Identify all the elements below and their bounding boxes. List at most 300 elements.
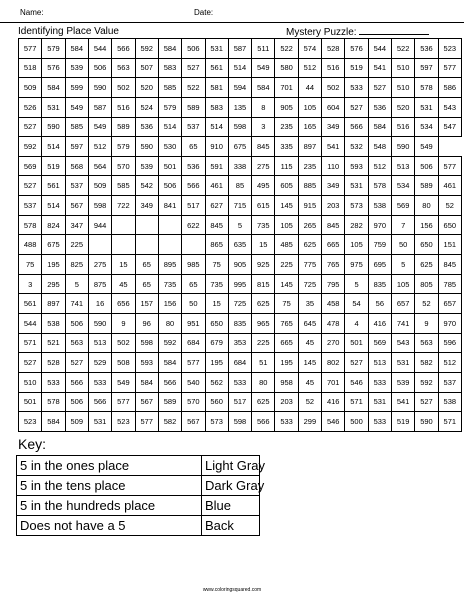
grid-cell[interactable]: 845 [438,255,461,275]
grid-cell[interactable]: 52 [298,392,321,412]
grid-cell[interactable]: 589 [158,392,181,412]
grid-cell[interactable]: 561 [42,176,65,196]
grid-cell[interactable]: 145 [275,274,298,294]
grid-cell[interactable]: 584 [158,353,181,373]
grid-cell[interactable]: 584 [42,412,65,432]
grid-cell[interactable]: 534 [415,117,438,137]
grid-cell[interactable]: 597 [415,58,438,78]
grid-cell[interactable]: 514 [228,58,251,78]
grid-cell[interactable]: 5 [392,255,415,275]
grid-cell[interactable]: 513 [392,156,415,176]
grid-cell[interactable]: 650 [438,215,461,235]
grid-cell[interactable]: 54 [345,294,368,314]
grid-cell[interactable]: 156 [415,215,438,235]
grid-cell[interactable]: 970 [438,313,461,333]
grid-cell[interactable]: 835 [368,274,391,294]
grid-cell[interactable] [135,235,158,255]
grid-cell[interactable]: 825 [65,255,88,275]
grid-cell[interactable]: 502 [322,78,345,98]
grid-cell[interactable]: 532 [345,137,368,157]
grid-cell[interactable]: 590 [88,78,111,98]
grid-cell[interactable]: 52 [438,196,461,216]
grid-cell[interactable]: 675 [228,137,251,157]
grid-cell[interactable]: 295 [42,274,65,294]
grid-cell[interactable]: 203 [275,392,298,412]
grid-cell[interactable]: 527 [19,353,42,373]
grid-cell[interactable]: 543 [392,333,415,353]
grid-cell[interactable]: 584 [158,39,181,59]
grid-cell[interactable]: 845 [252,137,275,157]
grid-cell[interactable]: 75 [205,255,228,275]
grid-cell[interactable]: 566 [158,372,181,392]
grid-cell[interactable]: 569 [392,196,415,216]
grid-cell[interactable]: 349 [322,117,345,137]
grid-cell[interactable]: 5 [228,215,251,235]
grid-cell[interactable]: 275 [252,156,275,176]
grid-cell[interactable]: 570 [112,156,135,176]
grid-cell[interactable]: 531 [88,412,111,432]
grid-cell[interactable]: 485 [275,235,298,255]
grid-cell[interactable] [112,215,135,235]
grid-cell[interactable]: 958 [275,372,298,392]
grid-cell[interactable]: 701 [322,372,345,392]
grid-cell[interactable]: 577 [182,353,205,373]
grid-cell[interactable]: 512 [298,58,321,78]
grid-cell[interactable]: 533 [88,372,111,392]
grid-cell[interactable]: 506 [65,392,88,412]
grid-cell[interactable]: 45 [298,333,321,353]
grid-cell[interactable]: 541 [368,58,391,78]
grid-cell[interactable]: 577 [438,156,461,176]
grid-cell[interactable]: 527 [19,176,42,196]
grid-cell[interactable]: 622 [182,215,205,235]
grid-cell[interactable]: 885 [298,176,321,196]
grid-cell[interactable]: 679 [205,333,228,353]
grid-cell[interactable]: 518 [19,58,42,78]
grid-cell[interactable]: 347 [65,215,88,235]
grid-cell[interactable]: 527 [65,353,88,373]
grid-cell[interactable]: 519 [42,156,65,176]
grid-cell[interactable]: 509 [65,412,88,432]
grid-cell[interactable]: 625 [252,294,275,314]
grid-cell[interactable]: 598 [135,333,158,353]
grid-cell[interactable]: 541 [322,137,345,157]
grid-cell[interactable]: 65 [182,137,205,157]
grid-cell[interactable]: 567 [182,412,205,432]
grid-cell[interactable]: 507 [135,58,158,78]
grid-cell[interactable]: 65 [182,274,205,294]
grid-cell[interactable]: 8 [252,97,275,117]
grid-cell[interactable]: 549 [65,97,88,117]
grid-cell[interactable]: 509 [88,176,111,196]
grid-cell[interactable]: 592 [415,372,438,392]
grid-cell[interactable]: 562 [205,372,228,392]
grid-cell[interactable]: 533 [42,372,65,392]
grid-cell[interactable]: 35 [298,294,321,314]
grid-cell[interactable]: 539 [65,58,88,78]
grid-cell[interactable]: 165 [298,117,321,137]
grid-cell[interactable]: 538 [42,313,65,333]
grid-cell[interactable]: 538 [438,392,461,412]
grid-cell[interactable]: 512 [438,353,461,373]
grid-cell[interactable]: 9 [415,313,438,333]
grid-cell[interactable]: 656 [112,294,135,314]
grid-cell[interactable]: 590 [392,137,415,157]
grid-cell[interactable]: 592 [158,333,181,353]
grid-cell[interactable]: 275 [88,255,111,275]
grid-cell[interactable]: 577 [19,39,42,59]
grid-cell[interactable]: 338 [228,156,251,176]
grid-cell[interactable]: 574 [298,39,321,59]
grid-cell[interactable]: 524 [135,97,158,117]
grid-cell[interactable]: 156 [158,294,181,314]
grid-cell[interactable]: 282 [345,215,368,235]
grid-cell[interactable] [88,235,111,255]
grid-cell[interactable]: 544 [88,39,111,59]
grid-cell[interactable]: 571 [438,412,461,432]
grid-cell[interactable]: 650 [415,235,438,255]
grid-cell[interactable]: 665 [322,235,345,255]
grid-cell[interactable]: 512 [368,156,391,176]
grid-cell[interactable]: 528 [42,353,65,373]
grid-cell[interactable]: 527 [345,97,368,117]
grid-cell[interactable]: 523 [438,39,461,59]
grid-cell[interactable]: 65 [135,274,158,294]
grid-cell[interactable]: 195 [275,353,298,373]
grid-cell[interactable]: 591 [205,156,228,176]
grid-cell[interactable]: 544 [19,313,42,333]
grid-cell[interactable]: 45 [298,372,321,392]
grid-cell[interactable]: 533 [368,372,391,392]
grid-cell[interactable]: 735 [158,274,181,294]
grid-cell[interactable]: 510 [19,372,42,392]
grid-cell[interactable]: 566 [345,117,368,137]
grid-cell[interactable]: 598 [228,117,251,137]
grid-cell[interactable]: 3 [19,274,42,294]
grid-cell[interactable]: 3 [252,117,275,137]
grid-cell[interactable]: 586 [438,78,461,98]
grid-cell[interactable]: 349 [135,196,158,216]
grid-cell[interactable]: 583 [158,58,181,78]
grid-cell[interactable]: 845 [322,215,345,235]
grid-cell[interactable]: 533 [368,412,391,432]
grid-cell[interactable]: 270 [322,333,345,353]
grid-cell[interactable]: 541 [392,392,415,412]
grid-cell[interactable]: 593 [345,156,368,176]
grid-cell[interactable]: 516 [392,117,415,137]
grid-cell[interactable]: 598 [88,196,111,216]
grid-cell[interactable]: 594 [228,78,251,98]
grid-cell[interactable]: 589 [415,176,438,196]
grid-cell[interactable]: 531 [392,353,415,373]
grid-cell[interactable]: 45 [112,274,135,294]
grid-cell[interactable]: 458 [322,294,345,314]
grid-cell[interactable]: 531 [345,176,368,196]
grid-cell[interactable]: 741 [392,313,415,333]
grid-cell[interactable]: 527 [345,353,368,373]
grid-cell[interactable]: 578 [368,176,391,196]
grid-cell[interactable]: 517 [182,196,205,216]
grid-cell[interactable]: 925 [252,255,275,275]
grid-cell[interactable]: 577 [112,392,135,412]
grid-cell[interactable]: 520 [392,97,415,117]
grid-cell[interactable]: 589 [112,117,135,137]
grid-cell[interactable]: 657 [392,294,415,314]
grid-cell[interactable]: 225 [275,255,298,275]
grid-cell[interactable]: 657 [438,294,461,314]
grid-cell[interactable]: 105 [392,274,415,294]
grid-cell[interactable]: 461 [438,176,461,196]
grid-cell[interactable]: 563 [112,58,135,78]
grid-cell[interactable]: 684 [182,333,205,353]
mystery-puzzle-blank[interactable] [359,26,429,35]
grid-cell[interactable]: 85 [228,176,251,196]
grid-cell[interactable]: 523 [112,412,135,432]
grid-cell[interactable]: 577 [135,412,158,432]
grid-cell[interactable]: 501 [19,392,42,412]
grid-cell[interactable]: 514 [158,117,181,137]
grid-cell[interactable]: 265 [298,215,321,235]
grid-cell[interactable]: 335 [275,137,298,157]
grid-cell[interactable]: 725 [298,274,321,294]
grid-cell[interactable] [112,235,135,255]
grid-cell[interactable]: 625 [415,255,438,275]
grid-cell[interactable]: 985 [182,255,205,275]
grid-cell[interactable]: 15 [252,235,275,255]
grid-cell[interactable]: 502 [112,78,135,98]
grid-cell[interactable]: 56 [368,294,391,314]
grid-cell[interactable]: 511 [252,39,275,59]
grid-cell[interactable]: 502 [112,333,135,353]
grid-cell[interactable]: 514 [42,137,65,157]
grid-cell[interactable]: 75 [19,255,42,275]
grid-cell[interactable]: 592 [135,39,158,59]
grid-cell[interactable]: 593 [135,353,158,373]
grid-cell[interactable]: 665 [275,333,298,353]
grid-cell[interactable]: 539 [135,156,158,176]
grid-cell[interactable]: 527 [368,78,391,98]
grid-cell[interactable]: 110 [322,156,345,176]
grid-cell[interactable]: 516 [112,97,135,117]
grid-cell[interactable]: 580 [275,58,298,78]
grid-cell[interactable]: 570 [182,392,205,412]
grid-cell[interactable]: 549 [252,58,275,78]
grid-cell[interactable]: 560 [205,392,228,412]
grid-cell[interactable]: 517 [228,392,251,412]
grid-cell[interactable]: 563 [415,333,438,353]
grid-cell[interactable]: 510 [392,58,415,78]
grid-cell[interactable]: 735 [252,215,275,235]
grid-cell[interactable]: 145 [275,196,298,216]
grid-cell[interactable]: 735 [205,274,228,294]
grid-cell[interactable]: 584 [135,372,158,392]
grid-cell[interactable]: 584 [65,39,88,59]
grid-cell[interactable]: 581 [205,78,228,98]
grid-cell[interactable]: 582 [415,353,438,373]
grid-cell[interactable]: 995 [228,274,251,294]
grid-cell[interactable]: 604 [322,97,345,117]
grid-cell[interactable]: 910 [205,137,228,157]
grid-cell[interactable]: 510 [392,78,415,98]
grid-cell[interactable]: 566 [252,412,275,432]
grid-cell[interactable]: 722 [112,196,135,216]
grid-cell[interactable]: 905 [228,255,251,275]
grid-cell[interactable]: 461 [205,176,228,196]
grid-cell[interactable]: 566 [112,39,135,59]
grid-cell[interactable]: 509 [19,78,42,98]
grid-cell[interactable]: 805 [415,274,438,294]
grid-cell[interactable]: 531 [42,97,65,117]
grid-cell[interactable]: 596 [438,333,461,353]
grid-cell[interactable]: 584 [252,78,275,98]
grid-cell[interactable]: 573 [205,412,228,432]
grid-cell[interactable]: 599 [65,78,88,98]
grid-cell[interactable]: 528 [322,39,345,59]
grid-cell[interactable]: 875 [88,274,111,294]
grid-cell[interactable]: 195 [205,353,228,373]
grid-cell[interactable]: 513 [368,353,391,373]
grid-cell[interactable]: 583 [205,97,228,117]
grid-cell[interactable]: 52 [415,294,438,314]
grid-cell[interactable]: 533 [228,372,251,392]
grid-cell[interactable]: 845 [205,215,228,235]
grid-cell[interactable]: 615 [252,196,275,216]
grid-cell[interactable]: 549 [112,372,135,392]
grid-cell[interactable] [158,215,181,235]
grid-cell[interactable]: 975 [345,255,368,275]
grid-cell[interactable]: 15 [112,255,135,275]
grid-cell[interactable]: 578 [19,215,42,235]
grid-cell[interactable]: 598 [228,412,251,432]
grid-cell[interactable]: 537 [182,117,205,137]
grid-cell[interactable]: 561 [19,294,42,314]
grid-cell[interactable]: 578 [415,78,438,98]
grid-cell[interactable]: 571 [19,333,42,353]
grid-cell[interactable]: 5 [345,274,368,294]
grid-cell[interactable]: 530 [158,137,181,157]
grid-cell[interactable]: 577 [438,58,461,78]
grid-cell[interactable]: 105 [275,215,298,235]
grid-cell[interactable]: 520 [135,78,158,98]
grid-cell[interactable]: 531 [368,392,391,412]
grid-cell[interactable]: 695 [368,255,391,275]
grid-cell[interactable]: 537 [19,196,42,216]
grid-cell[interactable]: 157 [135,294,158,314]
grid-cell[interactable]: 500 [345,412,368,432]
grid-cell[interactable]: 895 [158,255,181,275]
grid-cell[interactable]: 569 [368,333,391,353]
grid-cell[interactable]: 549 [88,117,111,137]
grid-cell[interactable]: 533 [275,412,298,432]
grid-cell[interactable]: 548 [368,137,391,157]
grid-cell[interactable]: 944 [88,215,111,235]
grid-cell[interactable]: 587 [228,39,251,59]
grid-cell[interactable]: 543 [438,97,461,117]
grid-cell[interactable]: 635 [228,235,251,255]
grid-cell[interactable]: 865 [205,235,228,255]
grid-cell[interactable]: 590 [42,117,65,137]
grid-cell[interactable]: 597 [65,137,88,157]
grid-cell[interactable]: 576 [42,58,65,78]
grid-cell[interactable]: 542 [135,176,158,196]
grid-cell[interactable]: 495 [252,176,275,196]
grid-cell[interactable]: 564 [88,156,111,176]
grid-cell[interactable]: 537 [65,176,88,196]
grid-cell[interactable]: 951 [182,313,205,333]
grid-cell[interactable]: 569 [19,156,42,176]
grid-cell[interactable]: 824 [42,215,65,235]
grid-cell[interactable]: 501 [158,156,181,176]
grid-cell[interactable]: 506 [65,313,88,333]
grid-cell[interactable]: 590 [415,412,438,432]
grid-cell[interactable]: 566 [182,176,205,196]
grid-cell[interactable]: 835 [228,313,251,333]
grid-cell[interactable]: 590 [135,137,158,157]
grid-cell[interactable]: 536 [135,117,158,137]
grid-cell[interactable]: 701 [275,78,298,98]
grid-cell[interactable]: 80 [252,372,275,392]
grid-cell[interactable]: 50 [392,235,415,255]
grid-cell[interactable]: 514 [205,117,228,137]
grid-cell[interactable]: 897 [42,294,65,314]
grid-cell[interactable]: 841 [158,196,181,216]
grid-cell[interactable]: 527 [19,117,42,137]
grid-cell[interactable]: 759 [368,235,391,255]
grid-cell[interactable]: 531 [415,97,438,117]
grid-cell[interactable]: 585 [158,78,181,98]
grid-cell[interactable]: 566 [65,372,88,392]
grid-cell[interactable]: 785 [438,274,461,294]
grid-cell[interactable]: 567 [65,196,88,216]
grid-cell[interactable]: 195 [42,255,65,275]
grid-cell[interactable]: 576 [345,39,368,59]
grid-cell[interactable]: 65 [135,255,158,275]
grid-cell[interactable]: 51 [252,353,275,373]
grid-cell[interactable]: 741 [65,294,88,314]
grid-cell[interactable]: 533 [345,78,368,98]
grid-cell[interactable]: 605 [275,176,298,196]
grid-cell[interactable]: 522 [392,39,415,59]
grid-cell[interactable]: 506 [415,156,438,176]
grid-cell[interactable]: 675 [42,235,65,255]
grid-cell[interactable]: 579 [112,137,135,157]
grid-cell[interactable] [158,235,181,255]
grid-cell[interactable]: 765 [275,313,298,333]
grid-cell[interactable]: 508 [112,353,135,373]
grid-cell[interactable]: 765 [322,255,345,275]
grid-cell[interactable]: 547 [438,117,461,137]
grid-cell[interactable]: 512 [88,137,111,157]
grid-cell[interactable]: 145 [298,353,321,373]
grid-cell[interactable]: 590 [88,313,111,333]
grid-cell[interactable]: 592 [19,137,42,157]
grid-cell[interactable]: 80 [158,313,181,333]
grid-cell[interactable]: 587 [88,97,111,117]
grid-cell[interactable]: 531 [205,39,228,59]
grid-cell[interactable]: 9 [112,313,135,333]
grid-cell[interactable]: 536 [368,97,391,117]
grid-cell[interactable]: 539 [392,372,415,392]
grid-cell[interactable]: 529 [88,353,111,373]
grid-cell[interactable]: 915 [298,196,321,216]
grid-cell[interactable]: 775 [298,255,321,275]
grid-cell[interactable]: 578 [42,392,65,412]
grid-cell[interactable]: 225 [252,333,275,353]
grid-cell[interactable]: 567 [135,392,158,412]
grid-cell[interactable]: 75 [275,294,298,314]
grid-cell[interactable]: 5 [65,274,88,294]
grid-cell[interactable]: 571 [345,392,368,412]
